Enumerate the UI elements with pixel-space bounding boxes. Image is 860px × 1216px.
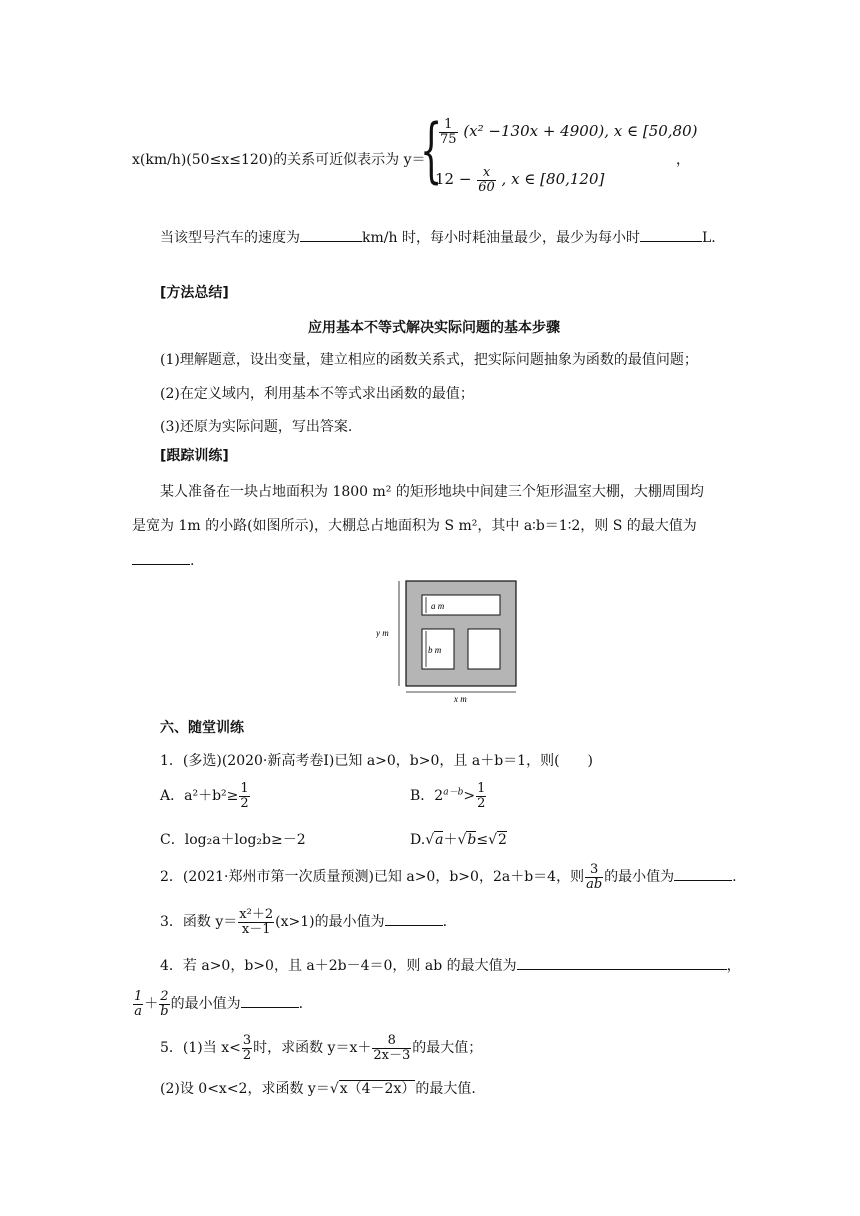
- case2-post: , x ∈ [80,120]: [501, 170, 605, 189]
- q1-option-c: C．log₂a＋log₂b≥－2: [160, 832, 306, 848]
- tracking-tag: [跟踪训练]: [160, 448, 229, 464]
- fuel-blank[interactable]: [640, 227, 702, 242]
- question-5-part-1: 5．(1)当 x< $\frac{3}{2}$ 时，求函数 y＝x＋ $\frac{8}{2x-3}$ 的最大值；: [160, 1033, 483, 1063]
- question-1: 1．(多选)(2020·新高考卷Ⅰ)已知 a>0，b>0，且 a＋b＝1，则( ): [160, 753, 593, 769]
- piecewise-intro: [132, 149, 426, 169]
- piecewise-prefix: x(km/h)(50≤x≤120)的关系可近似表示为 y＝: [132, 152, 426, 168]
- case2-fraction: $\frac{x}{60}$: [478, 165, 495, 195]
- case2-pre: 12 −: [435, 170, 472, 189]
- question-2: 2．(2021·郑州市第一次质量预测)已知 a>0，b>0，2a＋b＝4，则 $\frac{3}{ab}$ 的最小值为 .: [160, 862, 737, 892]
- piecewise-brace: {: [420, 109, 443, 191]
- greenhouse-figure: [376, 576, 526, 706]
- label-y: y m: [376, 628, 389, 638]
- label-a: a m: [431, 601, 445, 611]
- tracking-line-3: .: [132, 550, 194, 569]
- tracking-line-1: 某人准备在一块占地面积为 1800 m² 的矩形地块中间建三个矩形温室大棚，大棚周围均: [160, 484, 704, 500]
- label-x: x m: [454, 694, 467, 704]
- piecewise-case-2: [435, 166, 604, 194]
- q3-blank[interactable]: [385, 911, 443, 926]
- q1-option-d: D.√a＋√b≤√2: [410, 832, 507, 848]
- q1-option-b: B．$2^{a-b}>$ $\frac{1}{2}$: [410, 781, 486, 811]
- method-step-1: (1)理解题意，设出变量，建立相应的函数关系式，把实际问题抽象为函数的最值问题；: [160, 352, 698, 368]
- fuel-question-text-2: km/h 时，每小时耗油量最少，最少为每小时: [362, 230, 640, 246]
- label-b: b m: [428, 645, 442, 655]
- fuel-question: [160, 227, 716, 247]
- greenhouse-right: [468, 629, 500, 669]
- method-step-2: (2)在定义域内，利用基本不等式求出函数的最值；: [160, 386, 474, 402]
- piecewise-case-1: [438, 118, 698, 146]
- fuel-question-text-3: L.: [701, 230, 716, 246]
- q4-blank-1[interactable]: [517, 955, 727, 970]
- q4-blank-2[interactable]: [241, 993, 299, 1008]
- speed-blank[interactable]: [300, 227, 362, 242]
- question-4-line-2: $\frac{1}{a}$ ＋ $\frac{2}{b}$ 的最小值为 .: [134, 989, 304, 1019]
- method-tag: [方法总结]: [160, 285, 229, 301]
- question-4-line-1: 4．若 a>0，b>0，且 a＋2b－4＝0，则 ab 的最大值为 ，: [160, 955, 741, 975]
- piecewise-trail: ，: [676, 152, 690, 168]
- case1-expression: (x² −130x + 4900), x ∈ [50,80): [463, 122, 698, 141]
- method-title: 应用基本不等式解决实际问题的基本步骤: [308, 320, 560, 336]
- tracking-line-2: 是宽为 1m 的小路(如图所示)，大棚总占地面积为 S m²，其中 a∶b＝1∶2，则 S 的最大值为: [132, 518, 697, 534]
- question-3: 3．函数 y＝ $\frac{\text{x²＋2}}{x-1}$ (x>1)的最小值为 .: [160, 907, 448, 937]
- q2-blank[interactable]: [674, 866, 732, 881]
- q1-option-a: A．a²＋b²≥ $\frac{1}{2}$: [160, 781, 249, 811]
- question-5-part-2: (2)设 0<x<2，求函数 y＝√x（4－2x）的最大值.: [160, 1081, 476, 1097]
- fuel-question-text-1: 当该型号汽车的速度为: [160, 230, 300, 246]
- tracking-blank[interactable]: [132, 550, 190, 565]
- practice-title: 六、随堂训练: [160, 720, 244, 736]
- method-step-3: (3)还原为实际问题，写出答案.: [160, 419, 353, 435]
- case1-fraction: $\frac{1}{75}$: [440, 117, 457, 147]
